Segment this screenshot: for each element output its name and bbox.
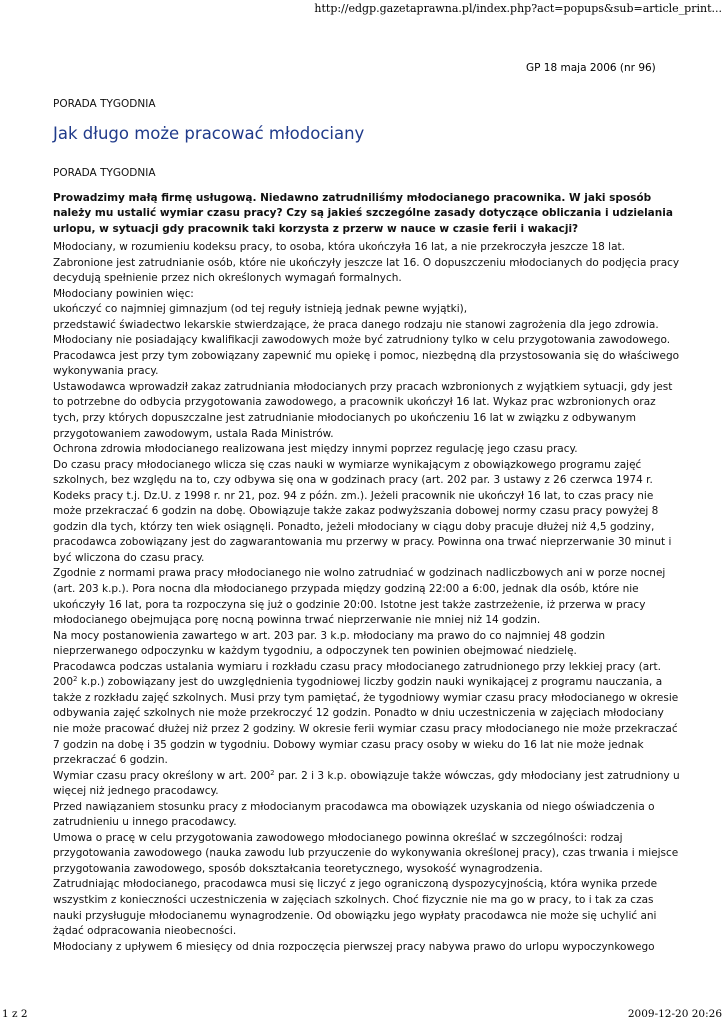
paragraph: Zgodnie z normami prawa pracy młodocianego nie wolno zatrudniać w godzinach nadliczbowych ani w porze nocnej (art. 203 k.p.). Pora nocna dla młodocianego przypada między godziną 22:00 a 6:00, jednak dla osób, które nie ukończyły 16 lat, pora ta rozpoczyna się już o godzinie 20:00. Istotne jest także zastrzeżenie, iż przerwa w pracy młodocianego obejmująca porę nocną powinna trwać nieprzerwanie nie mniej niż 14 godzin.: [53, 567, 666, 627]
paragraph-text: Wymiar czasu pracy określony w art. 200: [53, 769, 271, 782]
paragraph: Młodociany powinien więc:: [53, 287, 194, 300]
paragraph: Ochrona zdrowia młodocianego realizowana jest między innymi poprzez regulację jego czasu pracy.: [53, 443, 578, 456]
paragraph: Młodociany nie posiadający kwalifikacji zawodowych może być zatrudniony tylko w celu przygotowania zawodowego. Pracodawca jest przy tym zobowiązany zapewnić mu opiekę i pomoc, niezbędną dla przystosowania się do właściwego wykonywania pracy.: [53, 334, 680, 378]
subsection-label: PORADA TYGODNIA: [53, 167, 156, 179]
paragraph: Przed nawiązaniem stosunku pracy z młodocianym pracodawca ma obowiązek uzyskania od niego oświadczenia o zatrudnieniu u innego pracodawcy.: [53, 800, 655, 829]
paragraph: Młodociany, w rozumieniu kodeksu pracy, to osoba, która ukończyła 16 lat, a nie przekroczyła jeszcze 18 lat. Zabronione jest zatrudnianie osób, które nie ukończyły jeszcze lat 16. O dopuszczeniu młodocianych do podjęcia pracy decydują spełnienie przez nich określonych wymagań formalnych.: [53, 241, 680, 285]
list-item: przedstawić świadectwo lekarskie stwierdzające, że praca danego rodzaju nie stanowi zagrożenia dla jego zdrowia.: [53, 318, 659, 331]
print-date: 2009-12-20 20:26: [627, 1008, 722, 1020]
paragraph: [53, 769, 681, 800]
paragraph: Do czasu pracy młodocianego wlicza się czas nauki w wymiarze wynikającym z obowiązkowego programu zajęć szkolnych, bez względu na to, czy odbywa się ona w godzinach pracy (art. 202 par. 3 ustawy z 26 czerwca 1974 r. Kodeks pracy t.j. Dz.U. z 1998 r. nr 21, poz. 94 z późn. zm.). Jeżeli pracownik nie ukończył 16 lat, to czas pracy nie może przekraczać 6 godzin na dobę. Obowiązuje także zakaz podwyższania dobowej normy czasu pracy powyżej 8 godzin dla tych, którzy ten wiek osiągnęli. Ponadto, jeżeli młodociany w ciągu doby pracuje dłużej niż 4,5 godziny, pracodawca zobowiązany jest do zagwarantowania mu przerwy w pracy. Powinna ona trwać nieprzerwanie 30 minut i być wliczona do czasu pracy.: [53, 458, 672, 564]
paragraph: Młodociany z upływem 6 miesięcy od dnia rozpoczęcia pierwszej pracy nabywa prawo do urlopu wypoczynkowego: [53, 940, 655, 953]
article-body: [53, 240, 681, 955]
paragraph-text: Pracodawca podczas ustalania wymiaru i rozkładu czasu pracy młodocianego zatrudnionego przy lekkiej pracy (art. 200: [53, 660, 661, 689]
paragraph: Ustawodawca wprowadził zakaz zatrudniania młodocianych przy pracach wzbronionych z wyjątkiem sytuacji, gdy jest to potrzebne do odbycia przygotowania zawodowego, a pracownik ukończył 16 lat. Wykaz prac wzbronionych oraz tych, przy których dopuszczalne jest zatrudnianie młodocianych po ukończeniu 16 lat w związku z odbywanym przygotowaniem zawodowym, ustala Rada Ministrów.: [53, 380, 673, 440]
superscript: 2: [270, 768, 275, 777]
paragraph-text: par. 2 i 3 k.p. obowiązuje także wówczas, gdy młodociany jest zatrudniony u więcej niż jednego pracodawcy.: [53, 769, 680, 798]
article-lead: Prowadzimy małą firmę usługową. Niedawno zatrudniliśmy młodocianego pracownika. W jaki sposób należy mu ustalić wymiar czasu pracy? Czy są jakieś szczególne zasady dotyczące obliczania i udzielania urlopu, w sytuacji gdy pracownik taki korzysta z przerw w nauce w czasie ferii i wakacji?: [53, 192, 673, 235]
superscript: 2: [73, 675, 78, 684]
paragraph-text: k.p.) zobowiązany jest do uwzględnienia tygodniowej liczby godzin nauki wynikającej z programu nauczania, a także z rozkładu zajęć szkolnych. Musi przy tym pamiętać, że tygodniowy wymiar czasu pracy młodocianego w okresie odbywania zajęć szkolnych nie może przekroczyć 12 godzin. Ponadto w dniu uczestniczenia w zajęciach młodociany nie może pracować dłużej niż przez 2 godziny. W okresie ferii wymiar czasu pracy młodocianego nie może przekraczać 7 godzin na dobę i 35 godzin w tygodniu. Dobowy wymiar czasu pracy osoby w wieku do 16 lat nie może jednak przekraczać 6 godzin.: [53, 676, 679, 767]
paragraph: Umowa o pracę w celu przygotowania zawodowego młodocianego powinna określać w szczególności: rodzaj przygotowania zawodowego (nauka zawodu lub przyuczenie do wykonywania określonej pracy), czas trwania i miejsce przygotowania zawodowego, sposób dokształcania teoretycznego, wysokość wynagrodzenia.: [53, 831, 679, 875]
paragraph: Na mocy postanowienia zawartego w art. 203 par. 3 k.p. młodociany ma prawo do co najmniej 48 godzin nieprzerwanego odpoczynku w każdym tygodniu, a odpoczynek ten powinien obejmować niedzielę.: [53, 629, 605, 658]
list-item: ukończyć co najmniej gimnazjum (od tej reguły istnieją jednak pewne wyjątki),: [53, 303, 468, 316]
publication-info: GP 18 maja 2006 (nr 96): [526, 62, 656, 74]
paragraph: Zatrudniając młodocianego, pracodawca musi się liczyć z jego ograniczoną dyspozycyjnością, która wynika przede wszystkim z konieczności uczestniczenia w zajęciach szkolnych. Choć fizycznie nie ma go w pracy, to i tak za czas nauki przysługuje młodocianemu wynagrodzenie. Od obowiązku jego wypłaty pracodawca nie może się uchylić ani żądać odpracowania nieobecności.: [53, 878, 658, 938]
paragraph: [53, 660, 681, 769]
page-counter: 1 z 2: [2, 1008, 28, 1020]
article-title: Jak długo może pracować młodociany: [53, 124, 365, 143]
print-url: http://edgp.gazetaprawna.pl/index.php?act=popups&sub=article_print...: [314, 2, 722, 15]
section-label: PORADA TYGODNIA: [53, 98, 156, 110]
